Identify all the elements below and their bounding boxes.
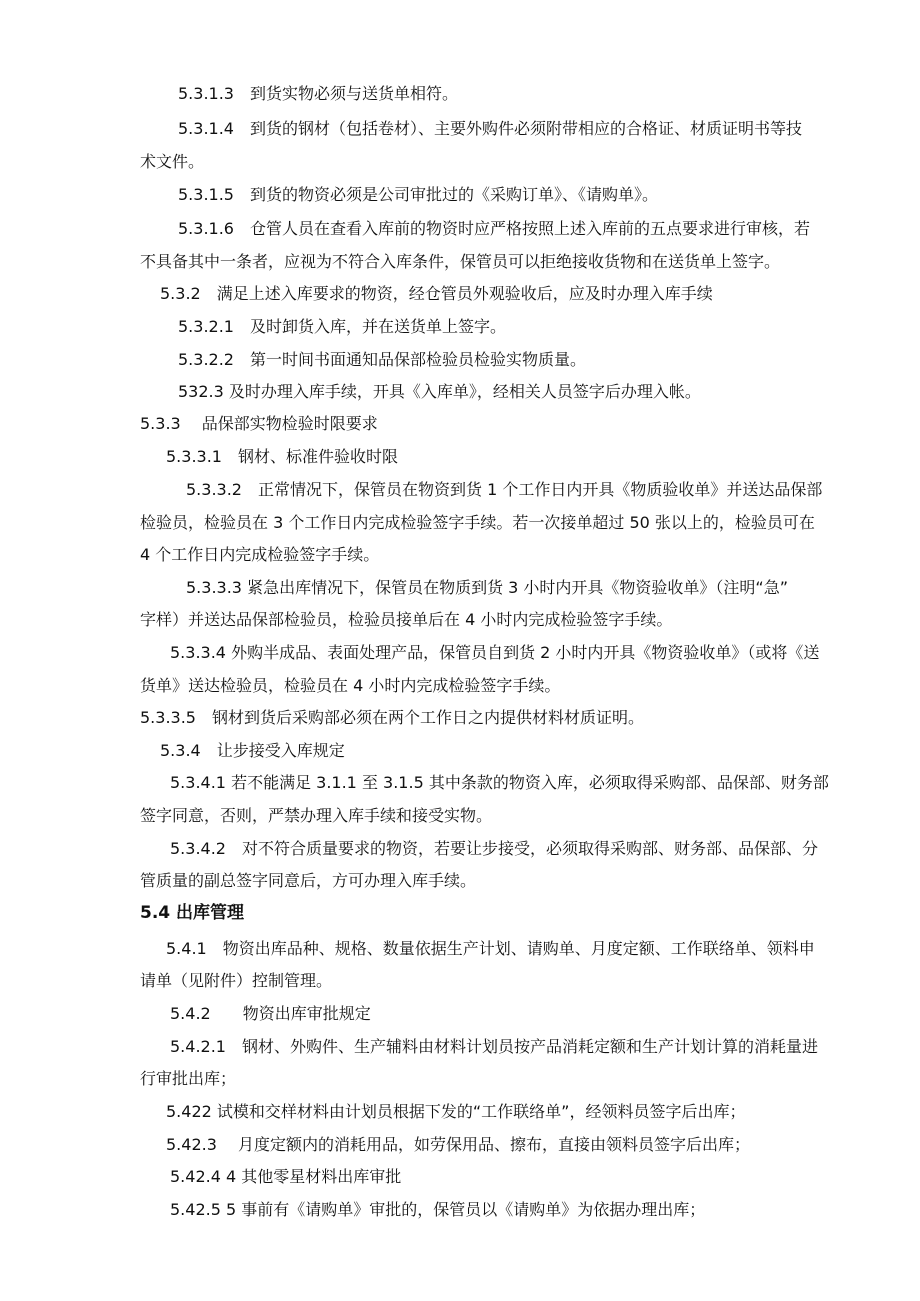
clause-5-4-2: 5.4.2 物资出库审批规定 [170,1004,371,1023]
section-heading-5-4: 5.4 出库管理 [140,903,245,923]
clause-5-42-5: 5.42.5 5 事前有《请购单》审批的，保管员以《请购单》为依据办理出库； [170,1200,706,1219]
clause-5-3-3-1: 5.3.3.1 钢材、标准件验收时限 [166,447,398,466]
clause-5-3-3-3: 5.3.3.3 紧急出库情况下，保管员在物质到货 3 小时内开具《物资验收单》（注明“急” [186,578,788,597]
clause-5-3-1-3: 5.3.1.3 到货实物必须与送货单相符。 [178,84,458,103]
clause-5-4-2-1-cont: 行审批出库； [140,1069,237,1088]
clause-5-3-1-5: 5.3.1.5 到货的物资必须是公司审批过的《采购订单》、《请购单》。 [178,185,658,204]
clause-5-3-3-2: 5.3.3.2 正常情况下，保管员在物资到货 1 个工作日内开具《物质验收单》并送达品保部 [186,480,823,499]
clause-5-4-2-1: 5.4.2.1 钢材、外购件、生产辅料由材料计划员按产品消耗定额和生产计划计算的消耗量进 [170,1037,818,1056]
clause-5-3-2-2: 5.3.2.2 第一时间书面通知品保部检验员检验实物质量。 [178,350,586,369]
clause-5-3-3: 5.3.3 品保部实物检验时限要求 [140,414,378,433]
clause-5-4-1-cont: 请单（见附件）控制管理。 [140,971,333,990]
clause-5-3-2-1: 5.3.2.1 及时卸货入库，并在送货单上签字。 [178,317,506,336]
clause-5-3-4-2: 5.3.4.2 对不符合质量要求的物资，若要让步接受，必须取得采购部、财务部、品保部、分 [170,839,818,858]
clause-5-3-3-5: 5.3.3.5 钢材到货后采购部必须在两个工作日之内提供材料材质证明。 [140,708,644,727]
clause-5-3-4-2-cont: 管质量的副总签字同意后，方可办理入库手续。 [140,871,477,890]
clause-5-3-3-2-cont1: 检验员，检验员在 3 个工作日内完成检验签字手续。若一次接单超过 50 张以上的，检验员可在 [140,513,815,532]
clause-5-42-3: 5.42.3 月度定额内的消耗用品，如劳保用品、擦布，直接由领料员签字后出库； [166,1135,750,1154]
clause-5-3-4: 5.3.4 让步接受入库规定 [160,741,345,760]
clause-5-3-1-6-cont: 不具备其中一条者，应视为不符合入库条件，保管员可以拒绝接收货物和在送货单上签字。 [140,252,781,271]
clause-532-3: 532.3 及时办理入库手续，开具《入库单》，经相关人员签字后办理入帐。 [178,382,701,401]
clause-5-3-3-2-cont2: 4 个工作日内完成检验签字手续。 [140,545,380,564]
clause-5-3-1-6: 5.3.1.6 仓管人员在查看入库前的物资时应严格按照上述入库前的五点要求进行审核，若 [178,219,810,238]
clause-5-422: 5.422 试模和交样材料由计划员根据下发的“工作联络单”，经领料员签字后出库； [166,1102,746,1121]
clause-5-3-2: 5.3.2 满足上述入库要求的物资，经仓管员外观验收后，应及时办理入库手续 [160,284,713,303]
clause-5-3-3-3-cont: 字样）并送达品保部检验员，检验员接单后在 4 小时内完成检验签字手续。 [140,610,673,629]
clause-5-4-1: 5.4.1 物资出库品种、规格、数量依据生产计划、请购单、月度定额、工作联络单、领料申 [166,939,815,958]
clause-5-3-3-4: 5.3.3.4 外购半成品、表面处理产品，保管员自到货 2 小时内开具《物资验收单》（或将《送 [170,643,820,662]
clause-5-42-4: 5.42.4 4 其他零星材料出库审批 [170,1167,402,1186]
clause-5-3-1-4: 5.3.1.4 到货的钢材（包括卷材）、主要外购件必须附带相应的合格证、材质证明书等技 [178,119,802,138]
clause-5-3-3-4-cont: 货单》送达检验员，检验员在 4 小时内完成检验签字手续。 [140,676,561,695]
clause-5-3-4-1-cont: 签字同意，否则，严禁办理入库手续和接受实物。 [140,806,493,825]
clause-5-3-4-1: 5.3.4.1 若不能满足 3.1.1 至 3.1.5 其中条款的物资入库，必须取得采购部、品保部、财务部 [170,773,829,792]
clause-5-3-1-4-cont: 术文件。 [140,152,205,171]
